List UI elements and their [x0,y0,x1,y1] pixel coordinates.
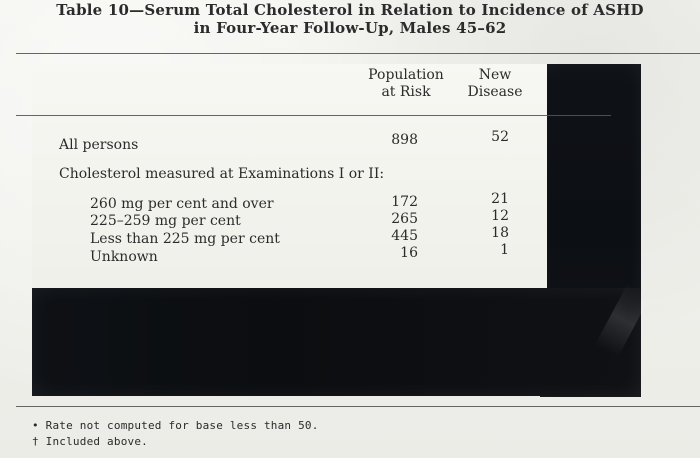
bottom-rule [16,406,700,407]
cholesterol-level-new-disease: 21 [491,191,509,207]
population-header-line-2: at Risk [381,84,431,100]
cholesterol-level-label: 225–259 mg per cent [90,213,241,229]
table-title-line-1: Table 10—Serum Total Cholesterol in Relation to Incidence of ASHD [56,1,644,19]
cholesterol-level-label: Unknown [90,249,158,265]
cholesterol-level-label: 260 mg per cent and over [90,196,274,212]
all-persons-label: All persons [59,137,139,153]
cholesterol-level-new-disease: 1 [500,242,509,258]
header-divider [16,115,611,116]
cholesterol-level-label: Less than 225 mg per cent [90,231,280,247]
cholesterol-level-population: 16 [400,245,418,261]
dark-background-bottom [32,288,640,396]
cholesterol-level-new-disease: 12 [491,208,509,224]
table-title-line-2: in Four-Year Follow-Up, Males 45–62 [193,19,507,37]
footnote-included: † Included above. [32,435,148,448]
new-disease-header-line-1: New [478,67,512,83]
cholesterol-section-label: Cholesterol measured at Examinations I or II: [59,166,385,182]
all-persons-new-disease: 52 [491,129,509,145]
cholesterol-level-population: 265 [391,211,418,227]
population-header-line-1: Population [368,67,444,83]
cholesterol-level-population: 445 [391,228,418,244]
all-persons-population: 898 [391,132,418,148]
new-disease-header-line-2: Disease [467,84,523,100]
cholesterol-level-population: 172 [391,194,418,210]
top-rule [16,53,700,54]
cholesterol-level-new-disease: 18 [491,225,509,241]
footnote-rate: • Rate not computed for base less than 50. [32,419,319,432]
